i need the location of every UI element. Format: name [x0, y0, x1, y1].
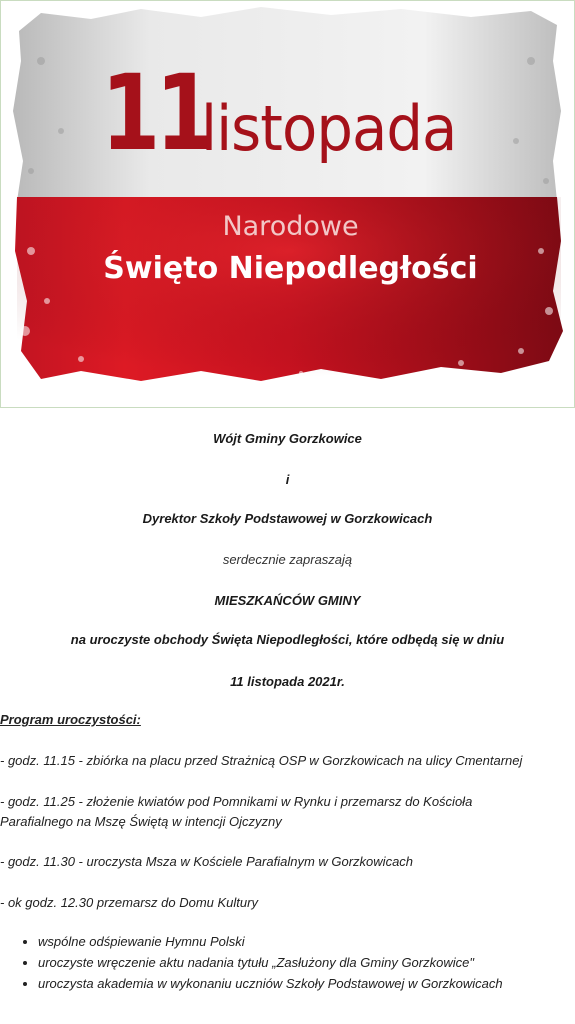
- banner-day: 11: [101, 52, 210, 174]
- program-item-3: - godz. 11.30 - uroczysta Msza w Kościele Parafialnym w Gorzkowicach: [0, 854, 414, 869]
- banner-month: listopada: [201, 92, 457, 165]
- host-school-director: Dyrektor Szkoły Podstawowej w Gorzkowicach: [142, 511, 433, 526]
- program-sub-list: [22, 931, 575, 994]
- flag-graphic: [1, 1, 574, 407]
- event-description: na uroczyste obchody Święta Niepodległości, które odbędą się w dniu: [70, 632, 505, 647]
- host-mayor: Wójt Gminy Gorzkowice: [213, 431, 362, 446]
- program-item-4: - ok godz. 12.30 przemarsz do Domu Kultury: [0, 895, 258, 910]
- conjunction: i: [285, 472, 290, 487]
- invite-phrase: serdecznie zapraszają: [222, 552, 353, 567]
- list-item: • uroczysta akademia w wykonaniu uczniów Szkoły Podstawowej w Gorzkowicach: [38, 973, 575, 994]
- holiday-banner: [0, 0, 575, 408]
- event-date: 11 listopada 2021r.: [230, 674, 345, 689]
- banner-subtitle-line1: Narodowe: [222, 211, 359, 242]
- program-item-2-continued: Parafialnego na Mszę Świętą w intencji Ojczyzny: [0, 814, 282, 829]
- program-heading: Program uroczystości:: [0, 712, 141, 727]
- invitees: MIESZKAŃCÓW GMINY: [214, 593, 361, 608]
- list-item: • wspólne odśpiewanie Hymnu Polski: [38, 931, 575, 952]
- program-item-2: - godz. 11.25 - złożenie kwiatów pod Pomnikami w Rynku i przemarsz do Kościoła: [0, 794, 473, 809]
- banner-subtitle-line2: Święto Niepodległości: [103, 251, 478, 286]
- list-item: • uroczyste wręczenie aktu nadania tytułu „Zasłużony dla Gminy Gorzkowice": [38, 952, 575, 973]
- program-item-1: - godz. 11.15 - zbiórka na placu przed Strażnicą OSP w Gorzkowicach na ulicy Cmentarnej: [0, 753, 523, 768]
